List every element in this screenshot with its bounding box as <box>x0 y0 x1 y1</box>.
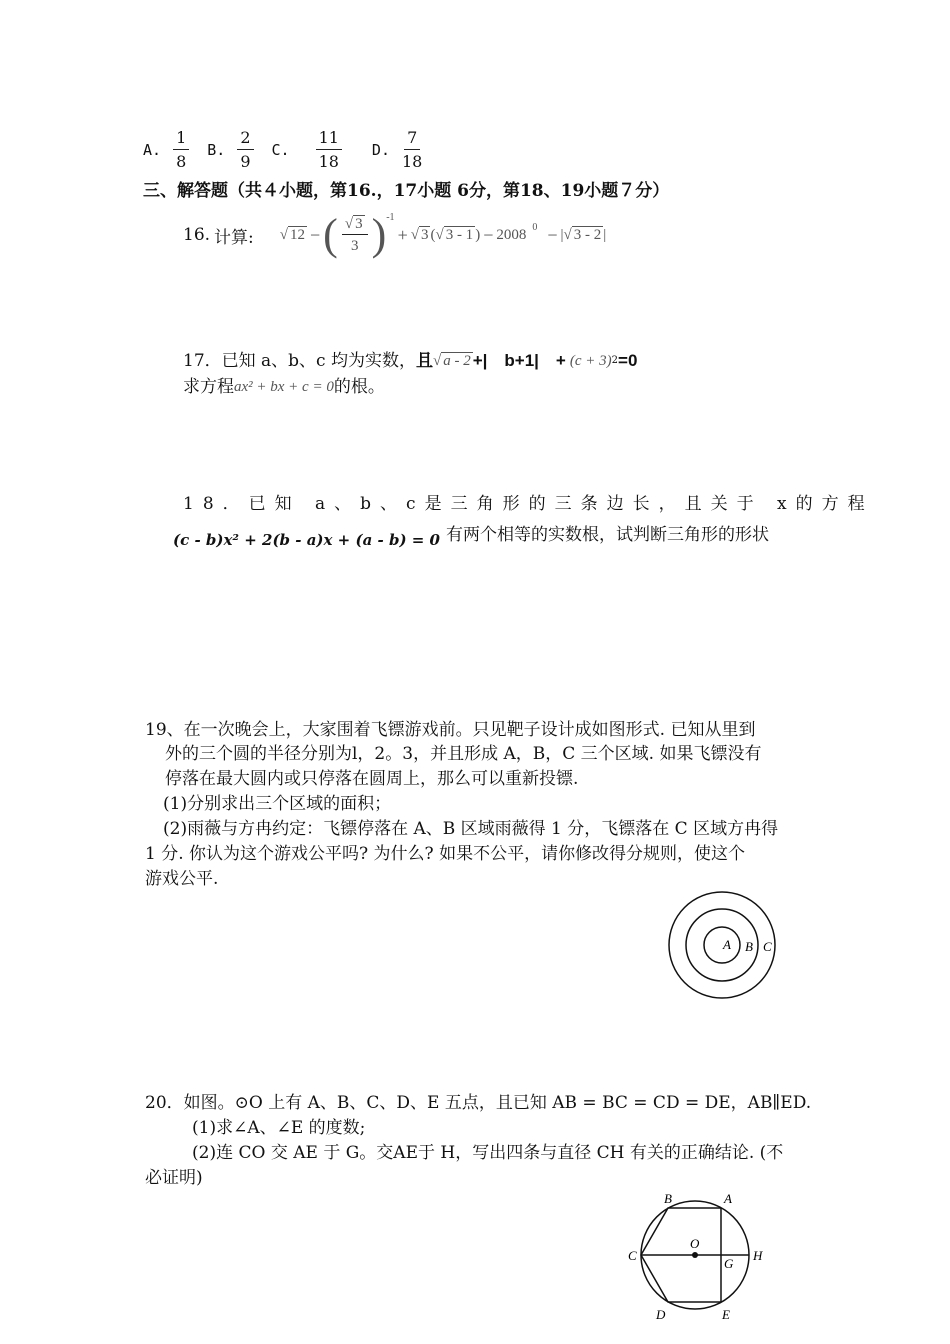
q17-text-a: 17．已知 a、b、c 均为实数， <box>183 351 416 371</box>
option-c-fraction <box>316 129 342 170</box>
q20-line2: (1)求∠A、∠E 的度数; <box>192 1118 366 1138</box>
q17-text-c: +| b+1| + <box>472 351 566 370</box>
q20-line4: 必证明) <box>145 1168 203 1188</box>
q17-text-f: 的根。 <box>333 377 385 397</box>
point-label-h: H <box>753 1248 763 1263</box>
option-d-label: D. <box>371 141 390 159</box>
options-row <box>143 126 426 174</box>
point-label-d: D <box>656 1307 666 1322</box>
section-title: 三、解答题（共４小题，第16.，17小题 6分，第18、19小题７分） <box>143 181 670 201</box>
q16-term4: 2008 <box>496 226 527 243</box>
option-b-numerator: 2 <box>237 129 253 150</box>
point-label-c: C <box>628 1248 637 1263</box>
option-a-denominator: 8 <box>176 152 187 171</box>
target-circle-outer <box>669 892 775 998</box>
point-label-a: A <box>724 1191 732 1206</box>
q16-term5: 3 - 2 <box>573 227 602 243</box>
q16-prompt: 计算: <box>214 227 254 248</box>
q19-line3: 停落在最大圆内或只停落在圆周上，那么可以重新投镖. <box>165 769 579 789</box>
q16-label: 16. <box>183 225 211 245</box>
option-d-numerator: 7 <box>404 129 420 150</box>
option-b-fraction <box>237 129 253 170</box>
target-circle-inner <box>704 927 740 963</box>
q17-line2 <box>183 375 385 399</box>
target-label-c: C <box>763 939 772 954</box>
q17-square: 2 <box>611 355 619 366</box>
q19-line4: (1)分别求出三个区域的面积； <box>163 794 392 814</box>
option-d-fraction <box>402 129 422 170</box>
q16-term2-den: 3 <box>350 238 359 254</box>
option-a-fraction <box>173 129 189 170</box>
point-label-o: O <box>690 1236 700 1251</box>
q18-equation: (c - b)x² + 2(b - a)x + (a - b) = 0 <box>173 531 440 549</box>
option-c-denominator: 18 <box>318 152 339 171</box>
target-label-a: A <box>723 937 731 952</box>
q17-line1: 17．已知 a、b、c 均为实数， 且 √ a - 2 +| b+1| + (c + 3) 2 =0 <box>183 351 638 371</box>
point-label-e: E <box>722 1307 730 1322</box>
point-label-b: B <box>664 1191 672 1206</box>
option-a-label: A. <box>143 141 162 159</box>
q17-text-d: =0 <box>618 351 638 370</box>
q16-term2: 3 <box>355 215 363 232</box>
q17-equation: ax² + bx + c = 0 <box>234 379 334 395</box>
q16-term3-inner: 3 - 1 <box>445 227 474 243</box>
center-point <box>692 1252 698 1258</box>
q19-line6: 1 分. 你认为这个游戏公平吗? 为什么? 如果不公平，请你修改得分规则，使这个 <box>145 844 746 864</box>
q16-exp0: 0 <box>532 221 538 233</box>
q17-text-b: 且 <box>415 351 433 371</box>
q17-paren: (c + 3) <box>569 353 612 369</box>
q20-line1: 20．如图。⊙O 上有 A、B、C、D、E 五点，且已知 AB = BC = CD = DE，AB∥ED. <box>145 1093 812 1113</box>
q19-line5: (2)雨薇与方冉约定：飞镖停落在 A、B 区域雨薇得 1 分，飞镖落在 C 区域方冉得 <box>163 819 779 839</box>
q20-line3: (2)连 CO 交 AE 于 G。交AE于 H，写出四条与直径 CH 有关的正确结论. (不 <box>192 1143 784 1163</box>
q16-exp1: -1 <box>386 211 395 223</box>
option-b-denominator: 9 <box>240 152 251 171</box>
q17-sqrt-inner: a - 2 <box>443 353 471 369</box>
q16-term1: 12 <box>290 227 306 243</box>
q16-row <box>183 205 606 265</box>
option-c-numerator: 11 <box>316 129 342 150</box>
q16-expression: √ 12 − ( $\frac{√ 3}{3}$ ) -1 + √ 3 ( √ 3 - 1 ) − 2008 0 − | √ 3 - 2 | <box>279 210 607 259</box>
target-figure <box>660 883 790 1008</box>
option-a-numerator: 1 <box>173 129 189 150</box>
option-c-label: C. <box>271 141 290 159</box>
q17-text-e: 求方程 <box>183 377 234 397</box>
q18-line1: 18．已知 a、b、c是三角形的三条边长，且关于 x的方程 <box>183 494 874 514</box>
point-label-g: G <box>724 1256 734 1271</box>
q19-line2: 外的三个圆的半径分别为l，2。3，并且形成 A，B，C 三个区域. 如果飞镖没有 <box>165 744 762 764</box>
q16-fraction: $\frac{√ 3}{3}$ <box>342 216 368 255</box>
q19-line7: 游戏公平. <box>145 869 219 889</box>
circle-figure <box>620 1188 770 1323</box>
target-label-b: B <box>745 939 753 954</box>
q19-line1: 19、在一次晚会上，大家围着飞镖游戏前。只见靶子设计成如图形式. 已知从里到 <box>145 720 756 740</box>
option-b-label: B. <box>207 141 226 159</box>
q16-term3: 3 <box>420 227 429 243</box>
q18-row2 <box>173 518 769 552</box>
option-d-denominator: 18 <box>401 152 423 171</box>
q18-line2: 有两个相等的实数根，试判断三角形的形状 <box>446 525 769 545</box>
